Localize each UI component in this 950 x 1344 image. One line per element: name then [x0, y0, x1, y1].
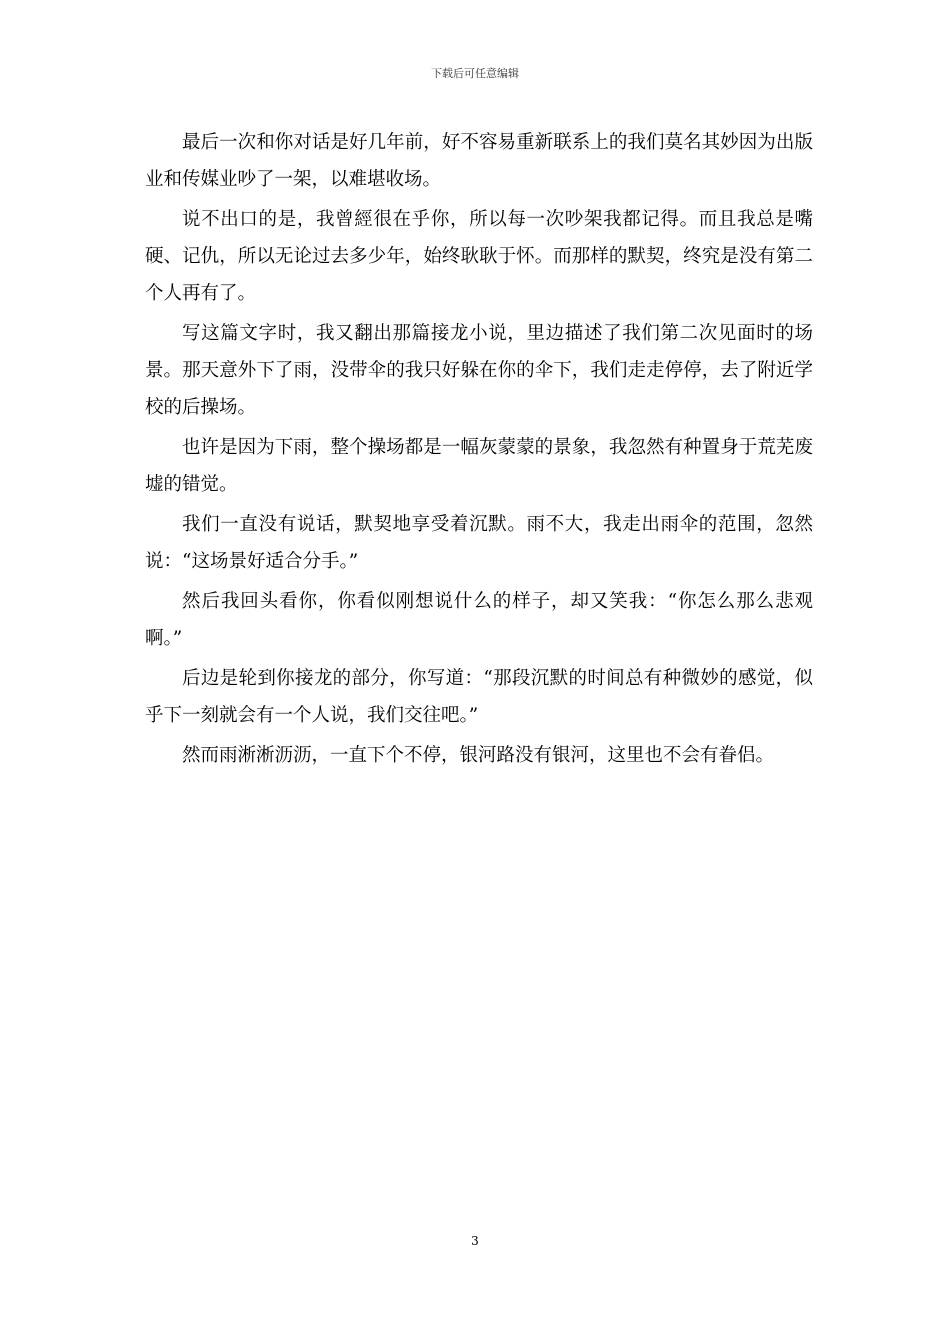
paragraph-8: 然而雨淅淅沥沥，一直下个不停，银河路没有银河，这里也不会有眷侣。	[182, 745, 775, 766]
page-header: 下载后可任意编辑	[431, 67, 519, 80]
paragraph-2: 说不出口的是，我曾經很在乎你，所以每一次吵架我都记得。而且我总是嘴硬、记仇，所以无论过去多少年，始终耿耿于怀。而那样的默契，终究是没有第二个人再有了。	[145, 209, 813, 304]
paragraph-1: 最后一次和你对话是好几年前，好不容易重新联系上的我们莫名其妙因为出版业和传媒业吵了一架，以难堪收场。	[145, 132, 813, 190]
paragraph-4: 也许是因为下雨，整个操场都是一幅灰蒙蒙的景象，我忽然有种置身于荒芜废墟的错觉。	[145, 437, 813, 495]
document-body	[145, 124, 813, 777]
page-number: 3	[471, 1234, 479, 1248]
paragraph-7: 后边是轮到你接龙的部分，你写道：“那段沉默的时间总有种微妙的感觉，似乎下一刻就会有一个人说，我们交往吧。”	[145, 668, 813, 726]
paragraph-6: 然后我回头看你，你看似刚想说什么的样子，却又笑我：“你怎么那么悲观啊。”	[145, 591, 813, 649]
paragraph-5: 我们一直没有说话，默契地享受着沉默。雨不大，我走出雨伞的范围，忽然说：“这场景好适合分手。”	[145, 514, 813, 572]
paragraph-3: 写这篇文字时，我又翻出那篇接龙小说，里边描述了我们第二次见面时的场景。那天意外下了雨，没带伞的我只好躲在你的伞下，我们走走停停，去了附近学校的后操场。	[145, 323, 813, 418]
